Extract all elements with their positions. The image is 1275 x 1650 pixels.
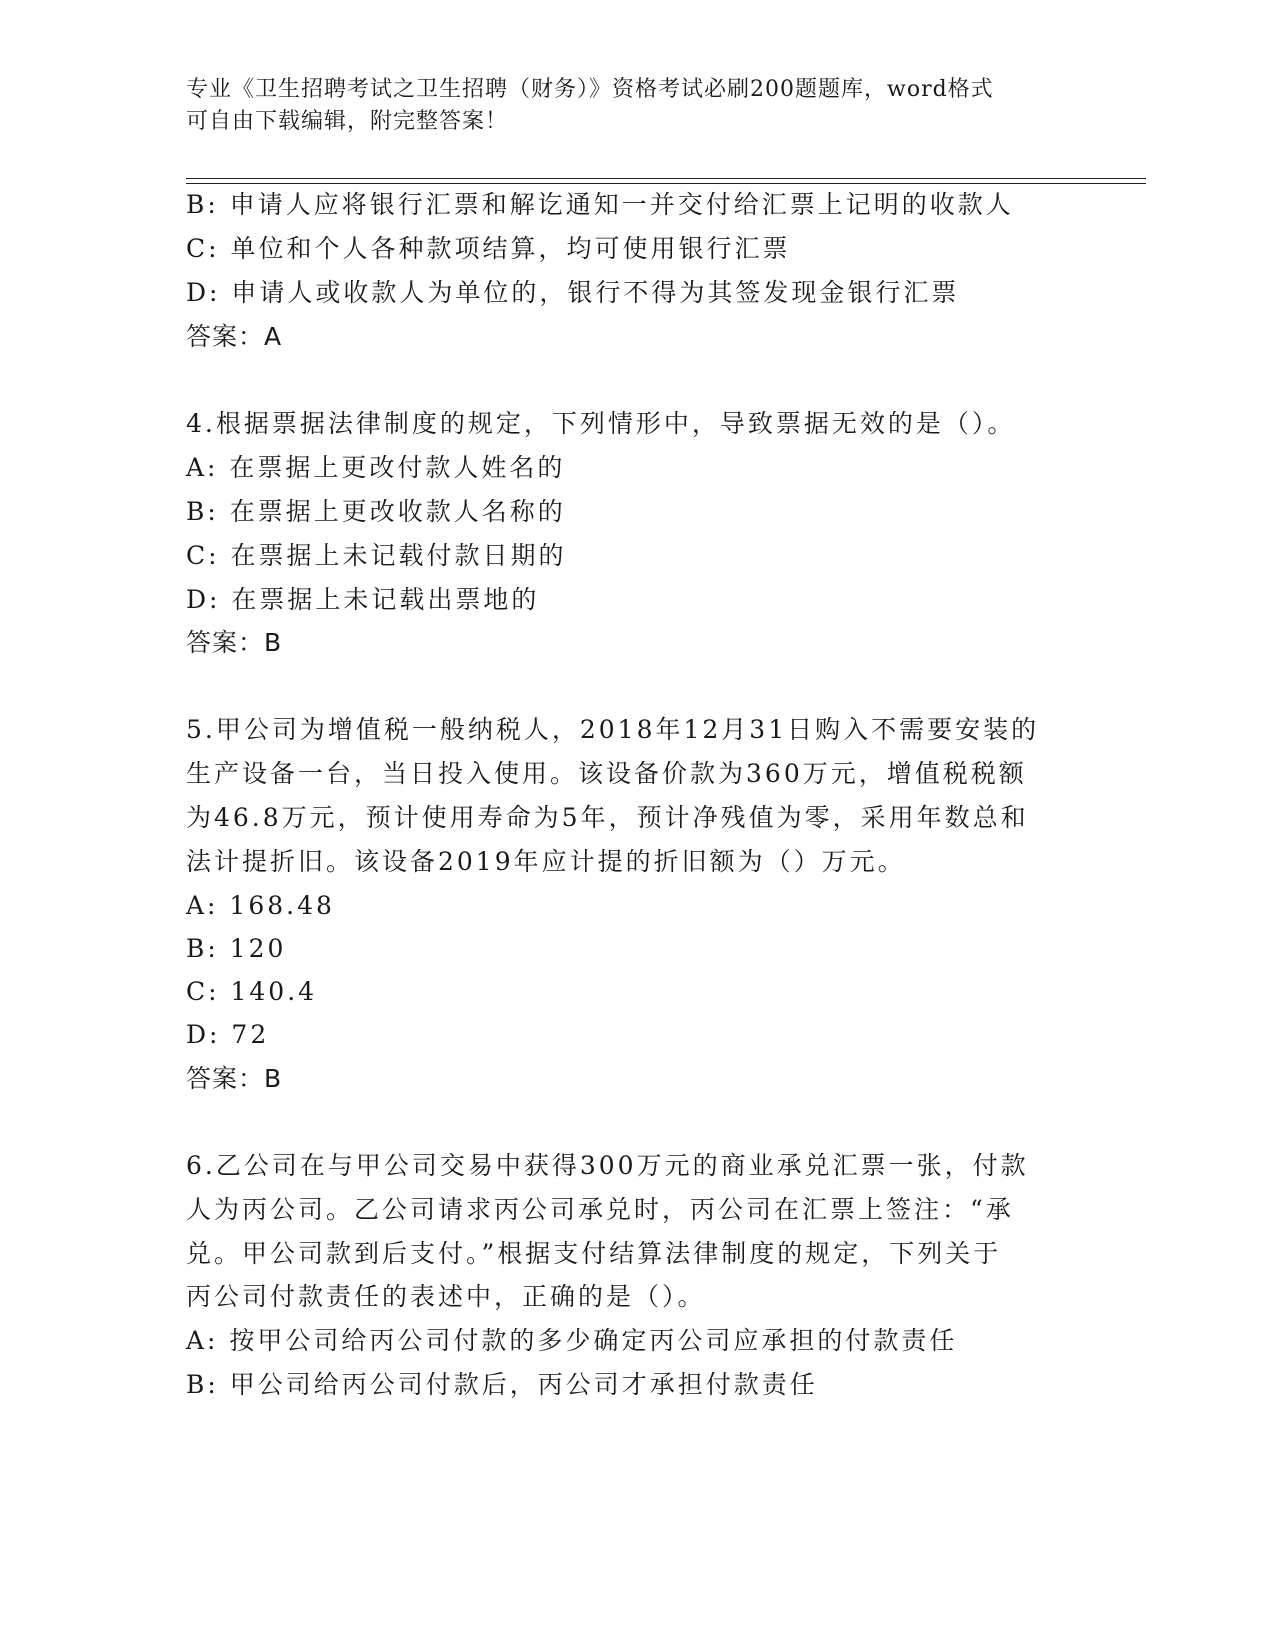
q6-stem-line-1: 6.乙公司在与甲公司交易中获得300万元的商业承兑汇票一张，付款: [186, 1151, 1029, 1180]
q4-option-c: C: 在票据上未记载付款日期的: [186, 541, 567, 570]
q6-stem-line-4: 丙公司付款责任的表述中，正确的是（）。: [186, 1282, 706, 1311]
q5-stem-line-4: 法计提折旧。该设备2019年应计提的折旧额为（）万元。: [186, 847, 906, 876]
q5-option-b: B: 120: [186, 934, 287, 963]
q3-option-c: C: 单位和个人各种款项结算，均可使用银行汇票: [186, 234, 791, 263]
q5-stem-line-3: 为46.8万元，预计使用寿命为5年，预计净残值为零，采用年数总和: [186, 803, 1029, 832]
q5-stem-line-2: 生产设备一台，当日投入使用。该设备价款为360万元，增值税税额: [186, 759, 1027, 788]
q5-answer: 答案：B: [186, 1064, 283, 1093]
document-header: [186, 74, 1066, 138]
q5-option-d: D: 72: [186, 1020, 270, 1049]
q6-stem-line-3: 兑。甲公司款到后支付。”根据支付结算法律制度的规定，下列关于: [186, 1239, 1002, 1268]
q3-option-d: D: 申请人或收款人为单位的，银行不得为其签发现金银行汇票: [186, 278, 960, 307]
q3-option-b: B: 申请人应将银行汇票和解讫通知一并交付给汇票上记明的收款人: [186, 190, 1014, 219]
header-line-1: 专业《卫生招聘考试之卫生招聘（财务）》资格考试必刷200题题库，word格式: [186, 77, 994, 102]
q4-option-a: A: 在票据上更改付款人姓名的: [186, 453, 566, 482]
q6-option-b: B: 甲公司给丙公司付款后，丙公司才承担付款责任: [186, 1370, 818, 1399]
q3-answer: 答案：A: [186, 322, 283, 351]
q4-option-b: B: 在票据上更改收款人名称的: [186, 497, 566, 526]
q5-option-a: A: 168.48: [186, 891, 335, 920]
header-divider-bottom: [186, 183, 1146, 184]
q4-answer: 答案：B: [186, 628, 283, 657]
q4-option-d: D: 在票据上未记载出票地的: [186, 585, 540, 614]
header-divider-top: [186, 178, 1146, 179]
q5-stem-line-1: 5.甲公司为增值税一般纳税人，2018年12月31日购入不需要安装的: [186, 715, 1040, 744]
q4-stem: 4.根据票据法律制度的规定，下列情形中，导致票据无效的是（）。: [186, 409, 1016, 438]
q5-option-c: C: 140.4: [186, 977, 318, 1006]
q6-stem-line-2: 人为丙公司。乙公司请求丙公司承兑时，丙公司在汇票上签注：“承: [186, 1195, 1014, 1224]
q6-option-a: A: 按甲公司给丙公司付款的多少确定丙公司应承担的付款责任: [186, 1326, 958, 1355]
header-line-2: 可自由下载编辑，附完整答案！: [186, 109, 509, 134]
